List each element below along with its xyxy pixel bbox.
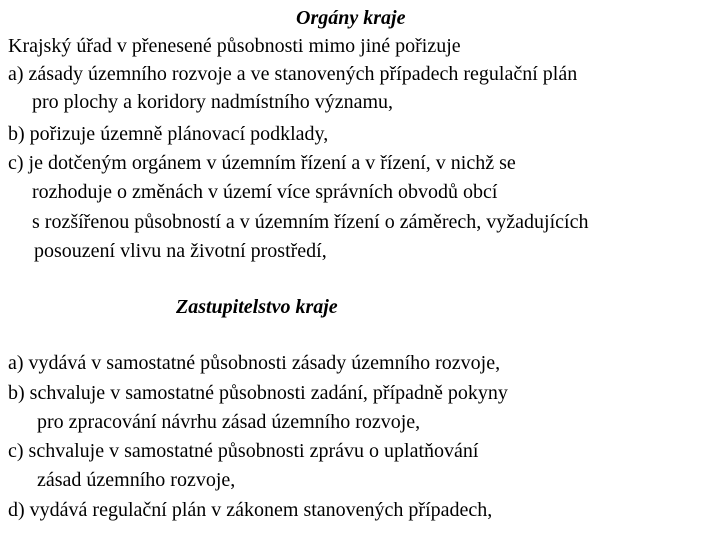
organy-item-b: b) pořizuje územně plánovací podklady, [8,123,329,145]
zastupitelstvo-item-c-cont: zásad územního rozvoje, [37,469,236,491]
organy-intro: Krajský úřad v přenesené působnosti mimo jiné pořizuje [8,35,461,57]
zastupitelstvo-item-a: a) vydává v samostatné působnosti zásady územního rozvoje, [8,352,501,374]
organy-item-c-cont-1: rozhoduje o změnách v území více správních obvodů obcí [32,181,498,203]
organy-kraje-heading: Orgány kraje [296,7,406,29]
zastupitelstvo-item-b: b) schvaluje v samostatné působnosti zadání, případně pokyny [8,382,508,404]
zastupitelstvo-item-d: d) vydává regulační plán v zákonem stanovených případech, [8,499,493,521]
organy-item-a-cont: pro plochy a koridory nadmístního významu, [32,91,394,113]
zastupitelstvo-item-c: c) schvaluje v samostatné působnosti zprávu o uplatňování [8,440,479,462]
organy-item-c-cont-2: s rozšířenou působností a v územním řízení o záměrech, vyžadujících [32,211,589,233]
zastupitelstvo-item-b-cont: pro zpracování návrhu zásad územního rozvoje, [37,411,421,433]
zastupitelstvo-kraje-heading: Zastupitelstvo kraje [176,296,338,318]
organy-item-c: c) je dotčeným orgánem v územním řízení a v řízení, v nichž se [8,152,516,174]
organy-item-a: a) zásady územního rozvoje a ve stanovených případech regulační plán [8,63,578,85]
organy-item-c-cont-3: posouzení vlivu na životní prostředí, [34,240,327,262]
